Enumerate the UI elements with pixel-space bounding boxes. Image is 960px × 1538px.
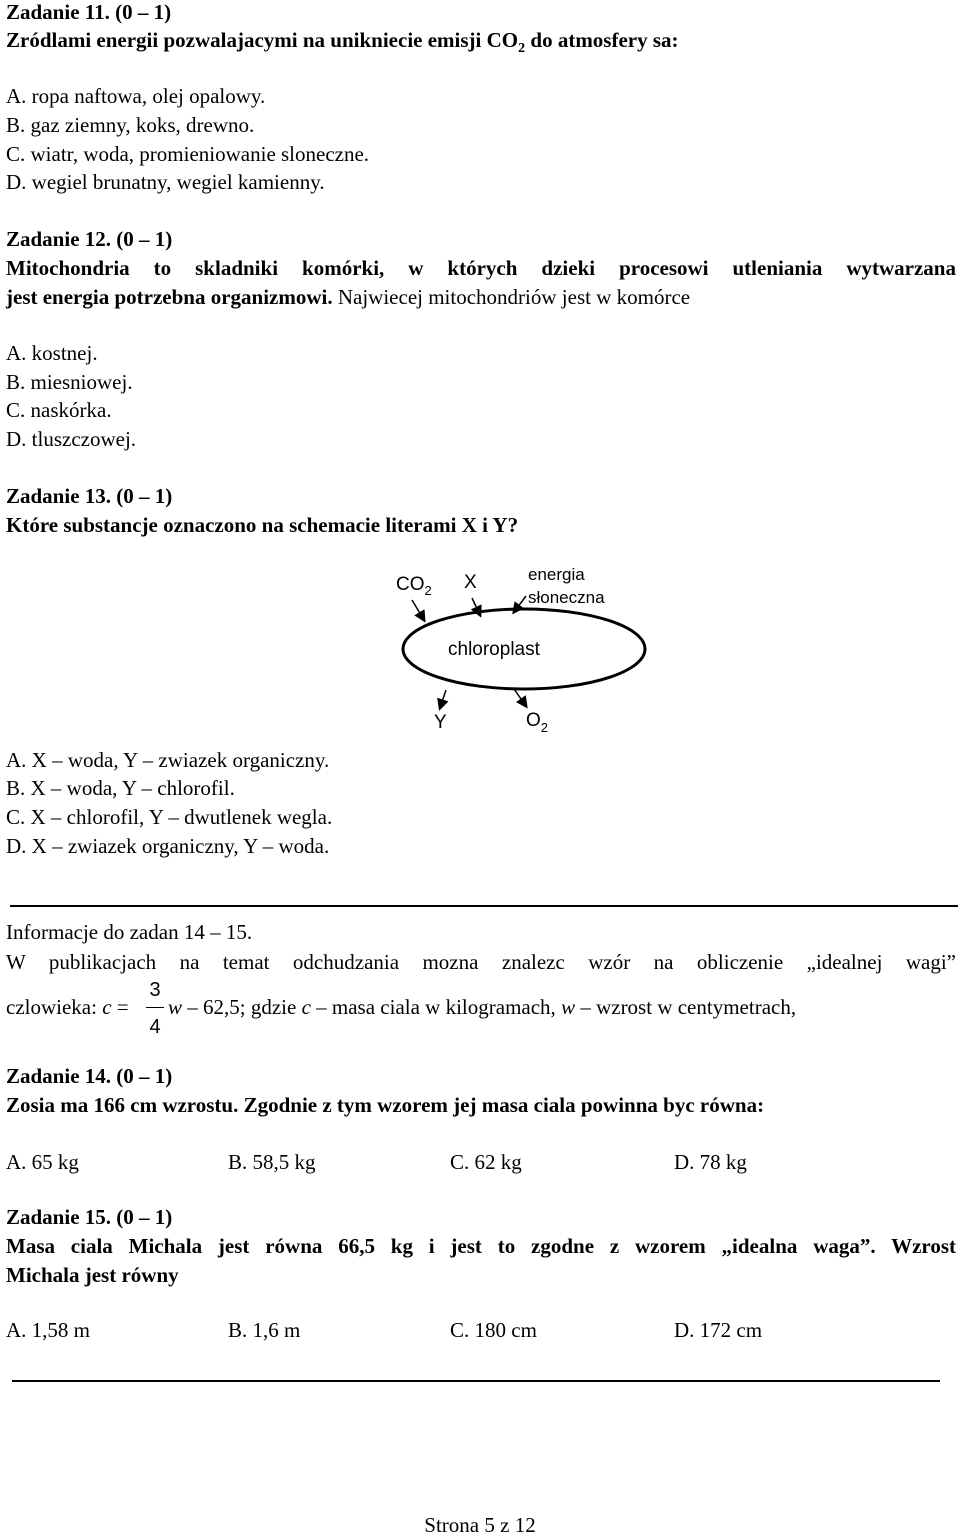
fraction-numerator: 3 (149, 979, 161, 1001)
chloroplast-label: chloroplast (448, 639, 540, 660)
task-13-option-b: B. X – woda, Y – chlorofil. (6, 776, 235, 800)
task-15-question-line1: Masa ciala Michala jest równa 66,5 kg i jest to zgodne z wzorem „idealna waga”. Wzrost (6, 1234, 956, 1258)
task-11-option-d: D. wegiel brunatny, wegiel kamienny. (6, 170, 325, 194)
info-line1: W publikacjach na temat odchudzania mozna znalezc wzór na obliczenie „idealnej wagi” (6, 950, 956, 974)
info-title: Informacje do zadan 14 – 15. (6, 920, 253, 944)
page-number: Strona 5 z 12 (424, 1513, 536, 1537)
task-11-option-c: C. wiatr, woda, promieniowanie sloneczne. (6, 142, 370, 166)
task-15-option-d: D. 172 cm (674, 1318, 763, 1342)
task-11-title: Zadanie 11. (0 – 1) (6, 0, 172, 24)
task-12-question-line1: Mitochondria to skladniki komórki, w których dzieki procesowi utleniania wytwarzana (6, 256, 956, 280)
task-15-title: Zadanie 15. (0 – 1) (6, 1205, 173, 1229)
o2-arrow (514, 689, 526, 706)
task-12-question-line2: jest energia potrzebna organizmowi. Najwiecej mitochondriów jest w komórce (6, 285, 691, 309)
task-13-question: Które substancje oznaczono na schemacie literami X i Y? (6, 513, 519, 537)
task-12-option-a: A. kostnej. (6, 341, 98, 365)
task-14-option-a: A. 65 kg (6, 1150, 79, 1174)
task-12-title: Zadanie 12. (0 – 1) (6, 227, 173, 251)
task-13-option-c: C. X – chlorofil, Y – dwutlenek wegla. (6, 805, 333, 829)
task-12-option-d: D. tluszczowej. (6, 427, 137, 451)
y-arrow (440, 690, 446, 708)
chloroplast-diagram (380, 560, 650, 750)
co2-arrow (412, 600, 424, 620)
info-formula-part1: czlowieka: c = (6, 995, 129, 1019)
section-divider-bottom (12, 1380, 940, 1382)
task-14-option-c: C. 62 kg (450, 1150, 522, 1174)
task-14-question: Zosia ma 166 cm wzrostu. Zgodnie z tym wzorem jej masa ciala powinna byc równa: (6, 1093, 765, 1117)
task-14-title: Zadanie 14. (0 – 1) (6, 1064, 173, 1088)
task-14-option-b: B. 58,5 kg (228, 1150, 316, 1174)
x-label: X (464, 572, 477, 593)
task-12-option-c: C. naskórka. (6, 398, 112, 422)
co2-label: $CO_2$ (396, 574, 432, 598)
fraction-bar (146, 1007, 164, 1008)
task-12-option-b: B. miesniowej. (6, 370, 133, 394)
task-13-option-a: A. X – woda, Y – zwiazek organiczny. (6, 748, 330, 772)
energy-label-line2: słoneczna (528, 588, 605, 607)
task-15-option-a: A. 1,58 m (6, 1318, 90, 1342)
section-divider-top (10, 905, 958, 907)
task-14-option-d: D. 78 kg (674, 1150, 747, 1174)
fraction-denominator: 4 (149, 1016, 161, 1038)
task-15-option-b: B. 1,6 m (228, 1318, 301, 1342)
o2-label: $O_2$ (526, 710, 549, 735)
task-11-option-b: B. gaz ziemny, koks, drewno. (6, 113, 255, 137)
task-15-question-line2: Michala jest równy (6, 1263, 179, 1287)
task-13-option-d: D. X – zwiazek organiczny, Y – woda. (6, 834, 330, 858)
task-11-question: Zródlami energii pozwalajacymi na unikniecie emisji $CO_2$ do atmosfery sa: (6, 28, 679, 56)
task-15-option-c: C. 180 cm (450, 1318, 537, 1342)
task-13-title: Zadanie 13. (0 – 1) (6, 484, 173, 508)
task-11-option-a: A. ropa naftowa, olej opalowy. (6, 84, 266, 108)
info-formula-part2: w – 62,5; gdzie c – masa ciala w kilogramach, w – wzrost w centymetrach, (168, 995, 797, 1019)
y-label: Y (434, 712, 447, 733)
energy-label-line1: energia (528, 565, 585, 584)
